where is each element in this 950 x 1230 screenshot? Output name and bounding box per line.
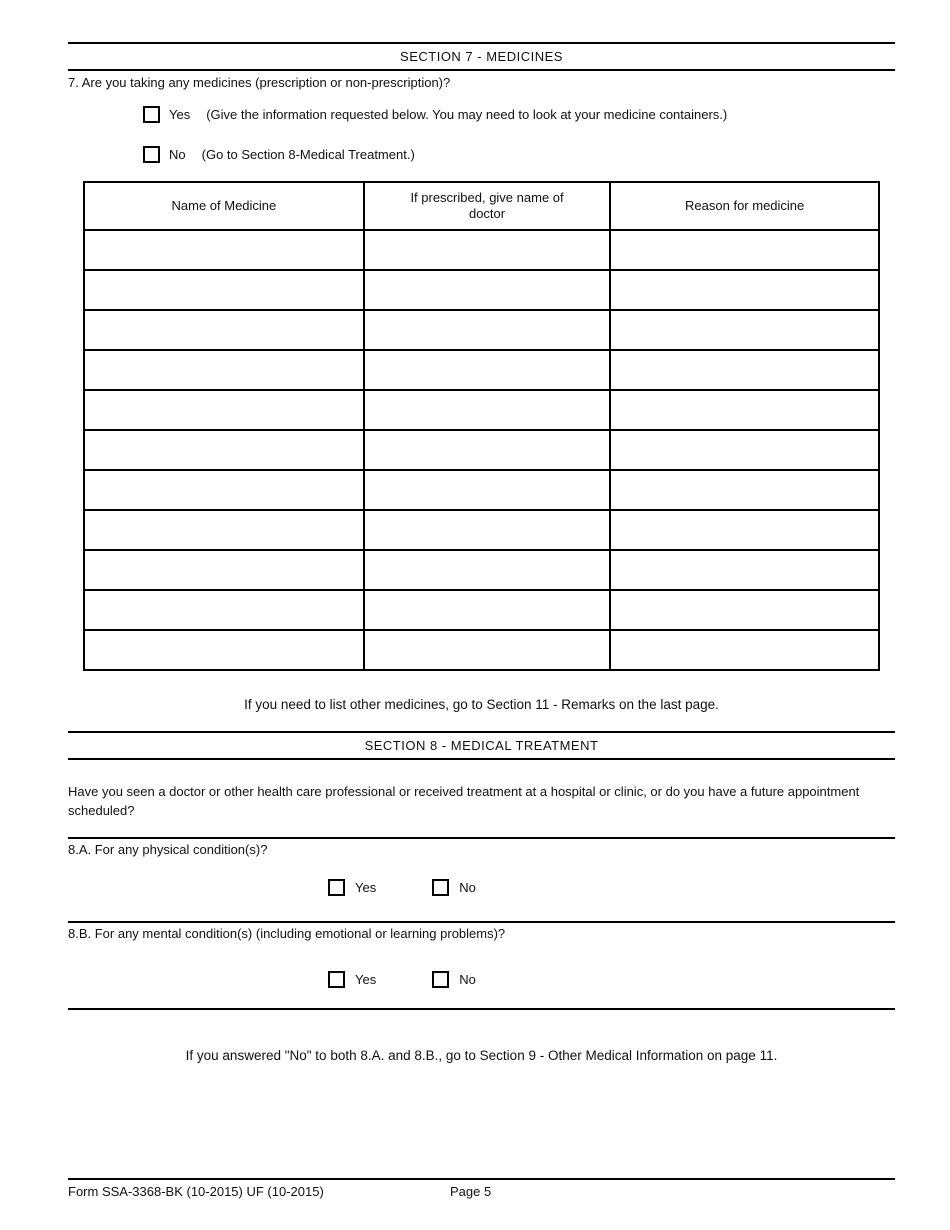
question-8a-label: 8.A. For any physical condition(s)? [68, 842, 268, 857]
reason-cell[interactable] [610, 350, 879, 390]
question-8b-no-checkbox[interactable] [432, 971, 449, 988]
medicine-name-cell[interactable] [84, 590, 364, 630]
column-header-reason-for-medicine: Reason for medicine [610, 182, 879, 230]
question-8b-no-label: No [459, 972, 476, 987]
medicine-name-cell[interactable] [84, 350, 364, 390]
medicine-table [83, 181, 880, 671]
doctor-name-cell[interactable] [364, 590, 611, 630]
medicine-table-row [84, 310, 879, 350]
reason-cell[interactable] [610, 270, 879, 310]
question-8b-answers [328, 971, 895, 988]
question-8b-label: 8.B. For any mental condition(s) (including emotional or learning problems)? [68, 926, 506, 941]
medicine-table-row [84, 590, 879, 630]
question7-no-note: (Go to Section 8-Medical Treatment.) [201, 147, 415, 162]
reason-cell[interactable] [610, 430, 879, 470]
question7-no-checkbox[interactable] [143, 146, 160, 163]
medicine-name-cell[interactable] [84, 510, 364, 550]
medicine-table-row [84, 550, 879, 590]
question7-yes-note: (Give the information requested below. You may need to look at your medicine containers.) [206, 107, 728, 122]
medicine-table-row [84, 630, 879, 670]
medicine-table-row [84, 270, 879, 310]
medicine-name-cell[interactable] [84, 430, 364, 470]
doctor-name-cell[interactable] [364, 430, 611, 470]
medicine-name-cell[interactable] [84, 550, 364, 590]
question-8a-answers [328, 879, 895, 896]
doctor-name-cell[interactable] [364, 630, 611, 670]
medicine-name-cell[interactable] [84, 310, 364, 350]
medicine-name-cell[interactable] [84, 630, 364, 670]
medicine-table-row [84, 350, 879, 390]
question-8a-yes-checkbox[interactable] [328, 879, 345, 896]
question7-yes-row [143, 106, 895, 123]
question7-no-row [143, 146, 895, 163]
page-number: Page 5 [450, 1184, 492, 1199]
question7-yes-label: Yes [169, 107, 191, 122]
reason-cell[interactable] [610, 590, 879, 630]
question-8a-no-label: No [459, 880, 476, 895]
doctor-name-cell[interactable] [364, 510, 611, 550]
form-page-content [68, 0, 895, 1063]
doctor-name-cell[interactable] [364, 550, 611, 590]
medicine-table-body [84, 230, 879, 670]
doctor-name-cell[interactable] [364, 230, 611, 270]
section8-intro-text: Have you seen a doctor or other health care professional or received treatment at a hospital or clinic, or do you have a future appointment scheduled? [68, 784, 860, 818]
question7-yes-checkbox[interactable] [143, 106, 160, 123]
section8-skip-note: If you answered "No" to both 8.A. and 8.B., go to Section 9 - Other Medical Information on page 11. [185, 1048, 778, 1063]
question-8a-yes-label: Yes [355, 880, 377, 895]
doctor-name-cell[interactable] [364, 270, 611, 310]
medicine-name-cell[interactable] [84, 270, 364, 310]
reason-cell[interactable] [610, 310, 879, 350]
reason-cell[interactable] [610, 390, 879, 430]
form-id-text: Form SSA-3368-BK (10-2015) UF (10-2015) [68, 1184, 324, 1199]
medicine-table-header-row [84, 182, 879, 230]
doctor-name-cell[interactable] [364, 350, 611, 390]
medicine-name-cell[interactable] [84, 230, 364, 270]
medicine-name-cell[interactable] [84, 390, 364, 430]
medicine-name-cell[interactable] [84, 470, 364, 510]
reason-cell[interactable] [610, 470, 879, 510]
page-footer [68, 1178, 895, 1199]
reason-cell[interactable] [610, 550, 879, 590]
section8-title: SECTION 8 - MEDICAL TREATMENT [68, 731, 895, 760]
medicine-table-row [84, 430, 879, 470]
question-8b-yes-checkbox[interactable] [328, 971, 345, 988]
question7-text: 7. Are you taking any medicines (prescription or non-prescription)? [68, 75, 451, 90]
section7-title: SECTION 7 - MEDICINES [68, 42, 895, 71]
reason-cell[interactable] [610, 510, 879, 550]
column-header-prescribing-doctor: If prescribed, give name of doctor [364, 182, 611, 230]
question-8b-yes-label: Yes [355, 972, 377, 987]
question7-no-label: No [169, 147, 186, 162]
section7-footnote: If you need to list other medicines, go to Section 11 - Remarks on the last page. [244, 697, 719, 712]
reason-cell[interactable] [610, 230, 879, 270]
doctor-name-cell[interactable] [364, 470, 611, 510]
medicine-table-row [84, 390, 879, 430]
reason-cell[interactable] [610, 630, 879, 670]
column-header-name-of-medicine: Name of Medicine [84, 182, 364, 230]
question-8a-no-checkbox[interactable] [432, 879, 449, 896]
doctor-name-cell[interactable] [364, 390, 611, 430]
medicine-table-row [84, 470, 879, 510]
medicine-table-row [84, 510, 879, 550]
medicine-table-row [84, 230, 879, 270]
doctor-name-cell[interactable] [364, 310, 611, 350]
divider-below-8b [68, 1008, 895, 1010]
